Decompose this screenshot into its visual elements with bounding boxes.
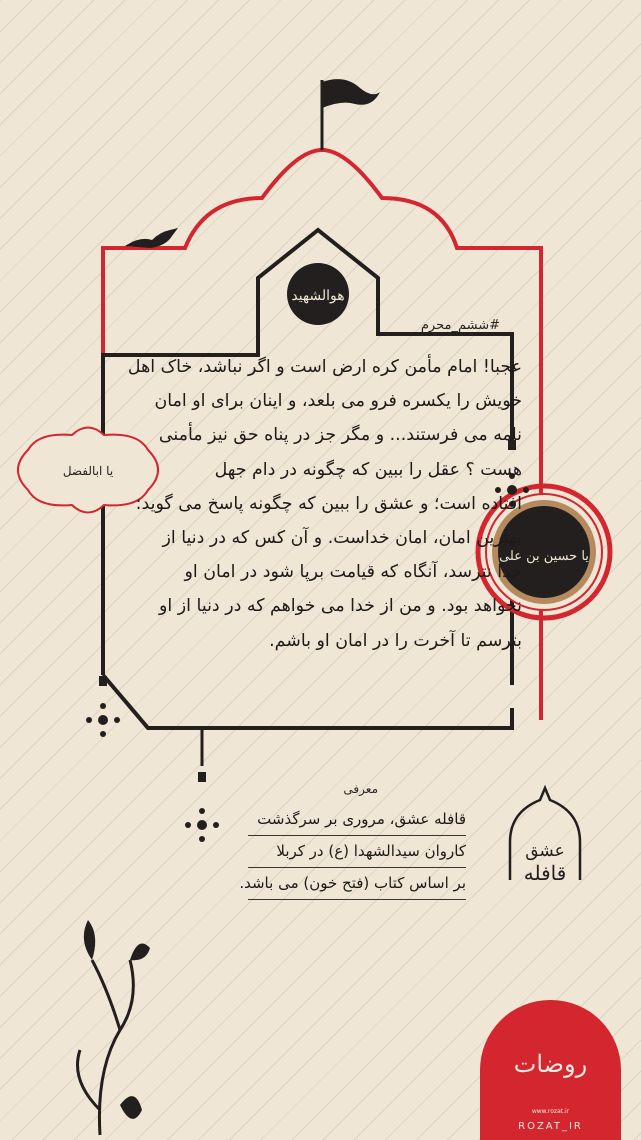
body-line: بهترین امان، امان خداست. و آن کس که در دنیا از — [162, 528, 522, 549]
flag-icon — [322, 79, 380, 108]
bird-icon — [125, 228, 178, 248]
hashtag: #ششم_محرم — [420, 318, 500, 333]
intro-line: کاروان سیدالشهدا (ع) در کربلا — [248, 836, 466, 868]
rozat-tag: ROZAT_IR — [518, 1121, 583, 1132]
rozat-logo: روضات — [513, 1050, 588, 1078]
body-line: هست ؟ عقل را ببین که چگونه در دام جهل — [214, 459, 522, 480]
body-line: نامه می فرستند... و مگر جز در پناه حق نیز مأمنی — [158, 425, 522, 446]
intro-block — [239, 804, 466, 900]
body-line: عجبا! امام مأمن کره ارض است و اگر نباشد، خاک اهل — [127, 357, 522, 377]
svg-text:یا ابالفضل: یا ابالفضل — [62, 464, 114, 478]
rozat-site: www.rozat.ir — [531, 1108, 570, 1115]
svg-text:عشق: عشق — [525, 841, 565, 861]
svg-text:قافله: قافله — [523, 861, 567, 885]
svg-text:هوالشهید: هوالشهید — [291, 288, 345, 304]
intro-line: قافله عشق، مروری بر سرگذشت — [248, 804, 466, 836]
body-text — [108, 350, 522, 658]
body-line: بترسم تا آخرت را در امان او باشم. — [269, 630, 522, 651]
intro-heading: معرفی — [343, 782, 378, 796]
body-line: نخواهد بود. و من از خدا می خواهم که در دنیا از او — [159, 596, 522, 617]
svg-text:یا حسین بن علی: یا حسین بن علی — [499, 549, 589, 564]
body-line: افتاده است؛ و عشق را ببین که چگونه پاسخ می گوید: — [135, 493, 522, 514]
intro-line: بر اساس کتاب (فتح خون) می باشد. — [248, 868, 466, 900]
rozat-badge[interactable] — [480, 1000, 621, 1140]
body-line: خدا نترسد، آنگاه که قیامت برپا شود در امان او — [184, 562, 522, 583]
body-line: خویش را یکسره فرو می بلعد، و اینان برای او امان — [154, 391, 522, 412]
